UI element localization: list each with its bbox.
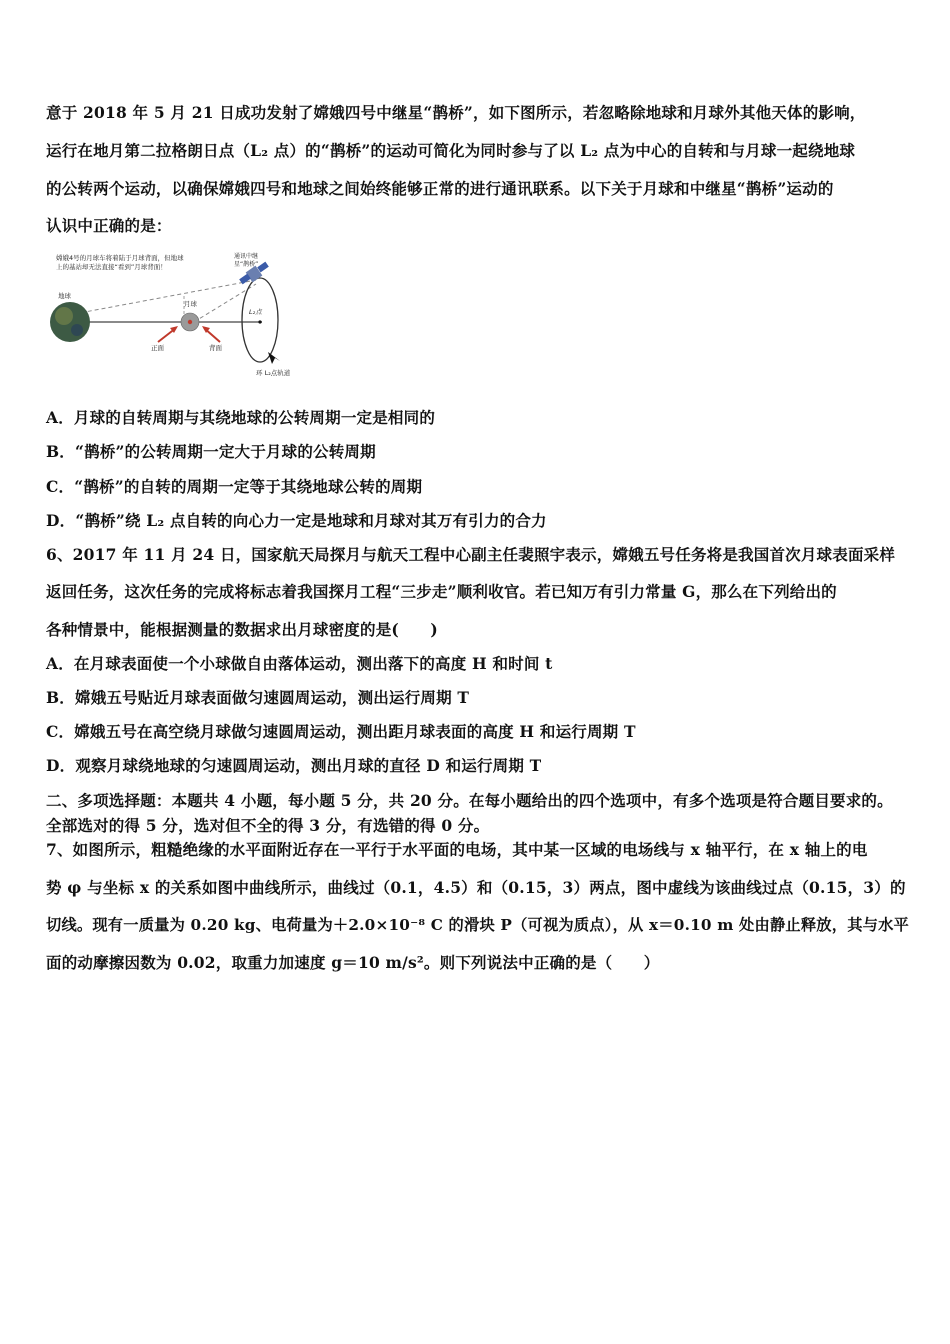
earth-label: 地球 [58, 292, 71, 300]
q6-option-d: D．观察月球绕地球的匀速圆周运动，测出月球的直径 D 和运行周期 T [46, 756, 542, 775]
earth-relay-sightline [74, 280, 256, 314]
q6-line-1: 6、2017 年 11 月 24 日，国家航天局探月与航天工程中心副主任裴照宇表示，嫦娥五号任务将是我国首次月球表面采样 [46, 545, 896, 564]
intro-line-1: 意于 2018 年 5 月 21 日成功发射了嫦娥四号中继星“鹊桥”，如下图所示，若忽略除地球和月球外其他天体的影响， [46, 103, 866, 122]
relay-label-line-2: 星“鹊桥” [234, 261, 259, 268]
q6-line-3: 各种情景中，能根据测量的数据求出月球密度的是( ) [46, 620, 438, 639]
figure-note-line-2: 上的基站却无法直接“看到”月球背面！ [56, 263, 167, 271]
q5-option-b: B．“鹊桥”的公转周期一定大于月球的公转周期 [46, 442, 376, 461]
relay-label-line-1: 通讯中继 [234, 253, 259, 260]
q7-line-1: 7、如图所示，粗糙绝缘的水平面附近存在一平行于水平面的电场，其中某一区域的电场线与 x 轴平行，在 x 轴上的电 [46, 840, 868, 859]
intro-line-4: 认识中正确的是： [46, 216, 172, 235]
q6-option-c: C．嫦娥五号在高空绕月球做匀速圆周运动，测出距月球表面的高度 H 和运行周期 T [46, 722, 636, 741]
back-label: 背面 [209, 344, 222, 352]
intro-line-2: 运行在地月第二拉格朗日点（L₂ 点）的“鹊桥”的运动可简化为同时参与了以 L₂ 点为中心的自转和与月球一起绕地球 [46, 141, 856, 160]
q6-line-2: 返回任务，这次任务的完成将标志着我国探月工程“三步走”顺利收官。若已知万有引力常量 G，那么在下列给出的 [46, 582, 837, 601]
earth-landmass [55, 307, 73, 325]
q6-option-b: B．嫦娥五号贴近月球表面做匀速圆周运动，测出运行周期 T [46, 688, 470, 707]
l2-label: L₂点 [249, 308, 262, 316]
q5-option-c: C．“鹊桥”的自转的周期一定等于其绕地球公转的周期 [46, 477, 423, 496]
earth-moon-l2-figure [44, 244, 314, 384]
section2-line-2: 全部选对的得 5 分，选对但不全的得 3 分，有选错的得 0 分。 [46, 816, 490, 835]
moon-label: 月球 [184, 300, 197, 308]
q7-line-4: 面的动摩擦因数为 0.02，取重力加速度 g＝10 m/s²。则下列说法中正确的是（ ） [46, 953, 660, 972]
q5-option-d: D．“鹊桥”绕 L₂ 点自转的向心力一定是地球和月球对其万有引力的合力 [46, 511, 547, 530]
front-label: 正面 [151, 344, 164, 352]
l2-point [258, 320, 261, 323]
figure-svg [44, 244, 314, 384]
q5-option-a: A．月球的自转周期与其绕地球的公转周期一定是相同的 [46, 408, 436, 427]
section2-line-1: 二、多项选择题：本题共 4 小题，每小题 5 分，共 20 分。在每小题给出的四个选项中，有多个选项是符合题目要求的。 [46, 791, 893, 810]
q7-line-2: 势 φ 与坐标 x 的关系如图中曲线所示，曲线过（0.1，4.5）和（0.15，3）两点，图中虚线为该曲线过点（0.15，3）的 [46, 878, 906, 897]
q6-option-a: A．在月球表面使一个小球做自由落体运动，测出落下的高度 H 和时间 t [46, 654, 553, 673]
figure-note-line-1: 嫦娥4号的月球车将着陆于月球背面，但地球 [56, 254, 184, 262]
orbit-pointer-icon [268, 352, 280, 364]
earth-ocean [71, 324, 83, 336]
moon-relay-sightline [194, 284, 256, 322]
l2-orbit-ellipse [242, 278, 278, 362]
q7-line-3: 切线。现有一质量为 0.20 kg、电荷量为＋2.0×10⁻⁸ C 的滑块 P（可视为质点），从 x＝0.10 m 处由静止释放，其与水平 [46, 916, 910, 934]
moon-marker-dot [188, 320, 192, 324]
orbit-label: 环 L₂点轨道 [256, 369, 291, 377]
intro-line-3: 的公转两个运动，以确保嫦娥四号和地球之间始终能够正常的进行通讯联系。以下关于月球和中继星“鹊桥”运动的 [46, 179, 834, 198]
